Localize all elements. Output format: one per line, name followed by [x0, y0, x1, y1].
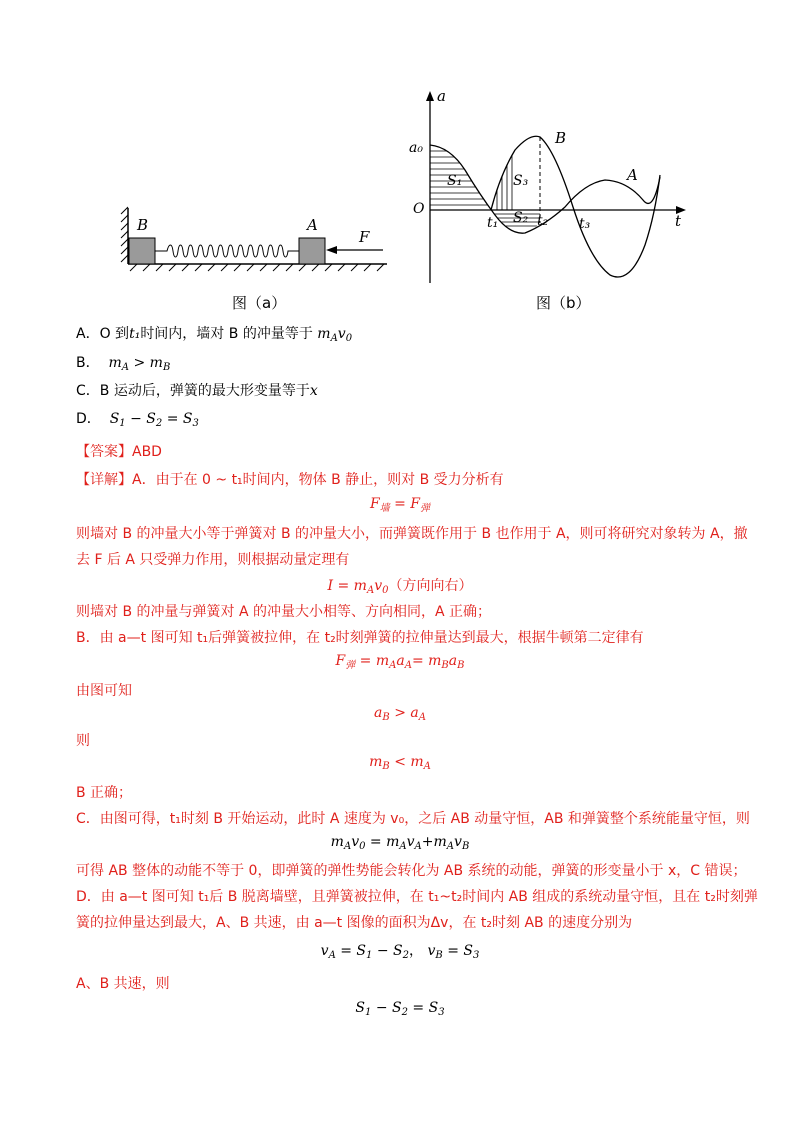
spring: [155, 245, 299, 257]
equation-8: $S_1 - S_2 = S_3$: [355, 1000, 445, 1018]
option-a: [76, 323, 352, 344]
explanation-a-line2: 则墙对 B 的冲量大小等于弹簧对 B 的冲量大小，而弹簧既作用于 B 也作用于 A，则可将研究对象转为 A，撤: [76, 526, 748, 542]
answer-line: [76, 441, 162, 461]
curve-b-label: B: [555, 129, 567, 147]
axis-t-label: t: [675, 212, 682, 230]
t2-label: t₂: [537, 213, 549, 229]
answer-label: 【答案】: [76, 444, 132, 460]
option-c-letter: C．: [76, 383, 100, 399]
label-a: A: [307, 216, 318, 234]
option-d-letter: D．: [76, 411, 101, 427]
s3-label: S₃: [513, 173, 529, 189]
explanation-b-line1: B．由 a—t 图可知 t₁后弹簧被拉伸，在 t₂时刻弹簧的拉伸量达到最大，根据牛顿第二定律有: [76, 630, 644, 646]
t1-label: t₁: [487, 215, 499, 231]
option-b: [76, 352, 170, 373]
option-c-text: B 运动后，弹簧的最大形变量等于: [99, 383, 310, 399]
s2-label: S₂: [513, 210, 529, 226]
explanation-c-line1: C．由图可得，t₁时刻 B 开始运动，此时 A 速度为 v₀，之后 AB 动量守恒，AB 和弹簧整个系统能量守恒，则: [76, 811, 750, 827]
option-b-letter: B．: [76, 355, 100, 371]
explanation-label: 【详解】: [76, 472, 132, 488]
equation-4: $a_B > a_A$: [374, 705, 426, 723]
origin-label: O: [413, 201, 425, 217]
equation-7: $v_A = S_1 - S_2$， $v_B = S_3$: [320, 943, 480, 961]
explanation-d-line3: A、B 共速，则: [76, 976, 170, 992]
equation-3: $F_弹 = m_Aa_A= m_Ba_B$: [335, 653, 465, 671]
option-a-t1: t₁: [129, 326, 141, 342]
a-axis-arrow-icon: [426, 91, 434, 101]
curve-a-label: A: [627, 166, 638, 184]
option-d-expr: $S_1 - S_2 = S_3$: [109, 411, 199, 429]
force-arrow-icon: [326, 246, 337, 254]
explanation-c-line2: 可得 AB 整体的动能不等于 0，即弹簧的弹性势能会转化为 AB 系统的动能，弹簧的形变量小于 x，C 错误；: [76, 863, 747, 879]
option-b-expr: $m_A > m_B$: [108, 355, 171, 373]
block-b: [129, 238, 155, 264]
figure-a-caption: 图（a）: [232, 294, 287, 312]
option-a-text-pre: O 到: [99, 326, 130, 342]
figure-b-caption: 图（b）: [536, 294, 591, 312]
equation-1: $F_墙 = F_弹$: [369, 496, 431, 514]
label-f: F: [359, 228, 370, 246]
answer-value: ABD: [132, 444, 162, 460]
explanation-d-line2: 簧的拉伸量达到最大，A、B 共速，由 a—t 图像的面积为Δv，在 t₂时刻 AB 的速度分别为: [76, 915, 633, 931]
option-c-var: x: [309, 383, 318, 399]
equation-6: $m_Av_0 = m_Av_A+m_Av_B$: [330, 834, 470, 852]
explanation-b-line3: 则: [76, 733, 90, 749]
explanation-a-line4: 则墙对 B 的冲量与弹簧对 A 的冲量大小相等、方向相同，A 正确；: [76, 604, 492, 620]
explanation-b-line2: 由图可知: [76, 683, 132, 699]
option-c: [76, 380, 318, 400]
option-a-text-mid: 时间内，墙对 B 的冲量等于: [140, 326, 318, 342]
explanation-d-line1: D．由 a—t 图可知 t₁后 B 脱离墙壁，且弹簧被拉伸，在 t₁~t₂时间内 AB 组成的系统动量守恒，且在 t₂时刻弹: [76, 889, 758, 905]
t3-label: t₃: [579, 216, 591, 232]
curve-b: [491, 136, 660, 277]
a0-label: a₀: [409, 140, 423, 156]
axis-a-label: a: [437, 87, 446, 105]
explanation-a-intro: 【详解】A．由于在 0 ~ t₁时间内，物体 B 静止，则对 B 受力分析有: [76, 472, 504, 488]
explanation-a-line3: 去 F 后 A 只受弹力作用，则根据动量定理有: [76, 552, 350, 568]
block-a: [299, 238, 325, 264]
s1-label: S₁: [447, 173, 463, 189]
explanation-b-line4: B 正确；: [76, 785, 133, 801]
label-b: B: [137, 216, 149, 234]
figure-b: [405, 85, 695, 290]
option-a-letter: A．: [76, 326, 100, 342]
equation-5: $m_B < m_A$: [369, 754, 431, 772]
equation-2: $I = m_Av_0$（方向向右）: [327, 578, 473, 596]
option-a-expr: $m_Av_0$: [317, 326, 353, 344]
option-d: [76, 408, 199, 429]
